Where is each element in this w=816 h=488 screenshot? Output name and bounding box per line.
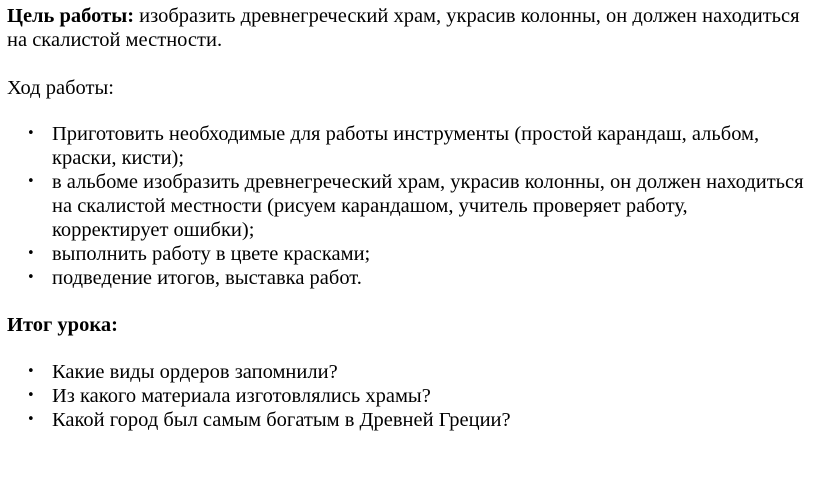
list-item [7, 384, 807, 408]
list-item [7, 170, 807, 242]
list-item-text: Какие виды ордеров запомнили? [52, 361, 338, 383]
list-item-text: Какой город был самым богатым в Древней Греции? [52, 409, 511, 431]
lesson-summary-heading: Итог урока: [7, 314, 118, 336]
list-item [7, 408, 807, 432]
bullet-icon: • [27, 364, 35, 379]
document-page [7, 4, 807, 432]
work-steps-heading: Ход работы: [7, 77, 114, 99]
list-item [7, 122, 807, 170]
list-item-text: Из какого материала изготовлялись храмы? [52, 385, 431, 407]
list-item [7, 242, 807, 266]
bullet-icon: • [27, 388, 35, 403]
lesson-goal-text: изобразить древнегреческий храм, украсив колонны, он должен находиться на скалистой местности. [7, 5, 800, 51]
list-item [7, 266, 807, 290]
list-item-text: выполнить работу в цвете красками; [52, 243, 371, 265]
list-item-text: Приготовить необходимые для работы инструменты (простой карандаш, альбом, краски, кисти); [52, 123, 760, 169]
list-item-text: в альбоме изобразить древнегреческий храм, украсив колонны, он должен находиться на скалистой местности (рисуем карандашом, учитель проверяет работу, корректирует ошибки); [52, 171, 804, 241]
bullet-icon: • [27, 270, 35, 285]
bullet-icon: • [27, 126, 35, 141]
bullet-icon: • [27, 174, 35, 189]
list-item [7, 360, 807, 384]
bullet-icon: • [27, 412, 35, 427]
lesson-summary-list [7, 360, 807, 432]
lesson-goal-label: Цель работы: [7, 5, 135, 27]
bullet-icon: • [27, 246, 35, 261]
list-item-text: подведение итогов, выставка работ. [52, 267, 362, 289]
lesson-goal-paragraph [7, 4, 807, 52]
work-steps-list [7, 122, 807, 290]
